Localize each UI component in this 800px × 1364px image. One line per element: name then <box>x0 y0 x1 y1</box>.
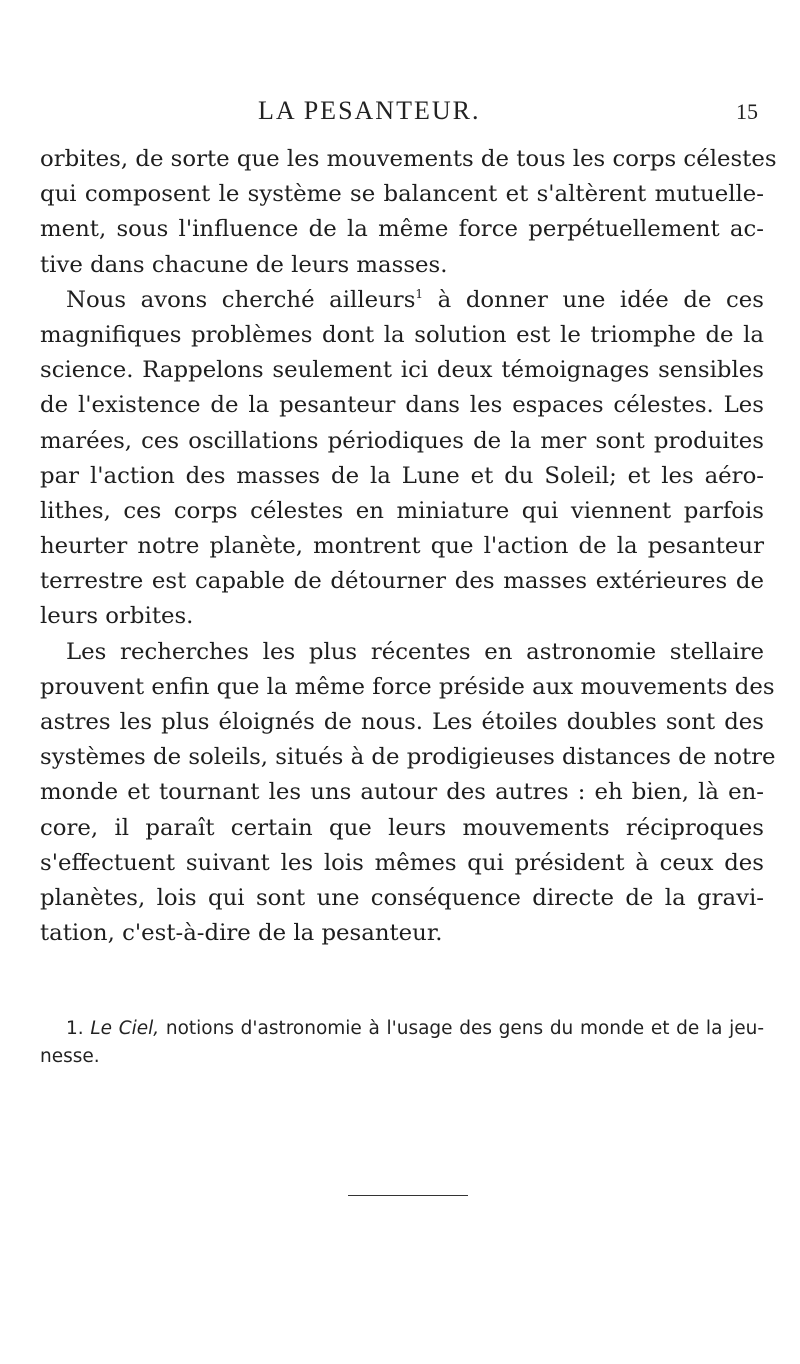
text-line: orbites, de sorte que les mouvements de tous les corps célestes <box>40 146 777 172</box>
footnote-number: 1. <box>66 1018 84 1039</box>
text-line: de l'existence de la pesanteur dans les espaces célestes. Les <box>40 392 764 419</box>
footnote <box>40 1015 764 1071</box>
text-line: s'effectuent suivant les lois mêmes qui président à ceux des <box>40 849 764 876</box>
text-line: lithes, ces corps célestes en miniature qui viennent parfois <box>40 497 764 524</box>
footnote-line <box>40 1015 764 1043</box>
text-line: marées, ces oscillations périodiques de la mer sont produites <box>40 427 764 454</box>
text-line: astres les plus éloignés de nous. Les étoiles doubles sont des <box>40 709 764 735</box>
text-line: Les recherches les plus récentes en astronomie stellaire <box>66 638 764 665</box>
footnote-line: nesse. <box>40 1046 100 1067</box>
text-line: tation, c'est-à-dire de la pesanteur. <box>40 920 443 947</box>
end-rule-divider <box>348 1195 468 1196</box>
text-line: leurs orbites. <box>40 603 194 630</box>
footnote-reference: 1 <box>415 286 424 301</box>
text-segment: Nous avons cherché ailleurs <box>66 286 416 313</box>
text-line: systèmes de soleils, situés à de prodigieuses distances de notre <box>40 744 776 771</box>
text-line: core, il paraît certain que leurs mouvements réciproques <box>40 814 764 841</box>
body-text <box>40 142 777 951</box>
footnote-text: notions d'astronomie à l'usage des gens du monde et de la jeu- <box>165 1018 765 1039</box>
text-line: monde et tournant les uns autour des autres : eh bien, là en- <box>40 779 764 806</box>
running-title: LA PESANTEUR. <box>258 96 481 125</box>
text-line: prouvent enfin que la même force préside aux mouvements des <box>40 673 775 700</box>
page-header <box>0 96 800 136</box>
text-line: terrestre est capable de détourner des masses extérieures de <box>40 568 764 595</box>
footnote-title: Le Ciel, <box>90 1018 160 1039</box>
text-line: heurter notre planète, montrent que l'action de la pesanteur <box>40 533 764 560</box>
text-line: magnifiques problèmes dont la solution est le triomphe de la <box>40 321 764 348</box>
page-number: 15 <box>736 99 758 124</box>
text-line: science. Rappelons seulement ici deux témoignages sensibles <box>40 357 764 384</box>
text-line: ment, sous l'influence de la même force perpétuellement ac- <box>40 216 764 243</box>
text-line: tive dans chacune de leurs masses. <box>40 251 448 278</box>
text-segment: à donner une idée de ces <box>437 286 764 313</box>
text-line: qui composent le système se balancent et s'altèrent mutuelle- <box>40 181 764 208</box>
text-line: planètes, lois qui sont une conséquence directe de la gravi- <box>40 884 764 911</box>
text-line-with-footnote-ref <box>40 283 764 318</box>
text-line: par l'action des masses de la Lune et du Soleil; et les aéro- <box>40 462 764 489</box>
